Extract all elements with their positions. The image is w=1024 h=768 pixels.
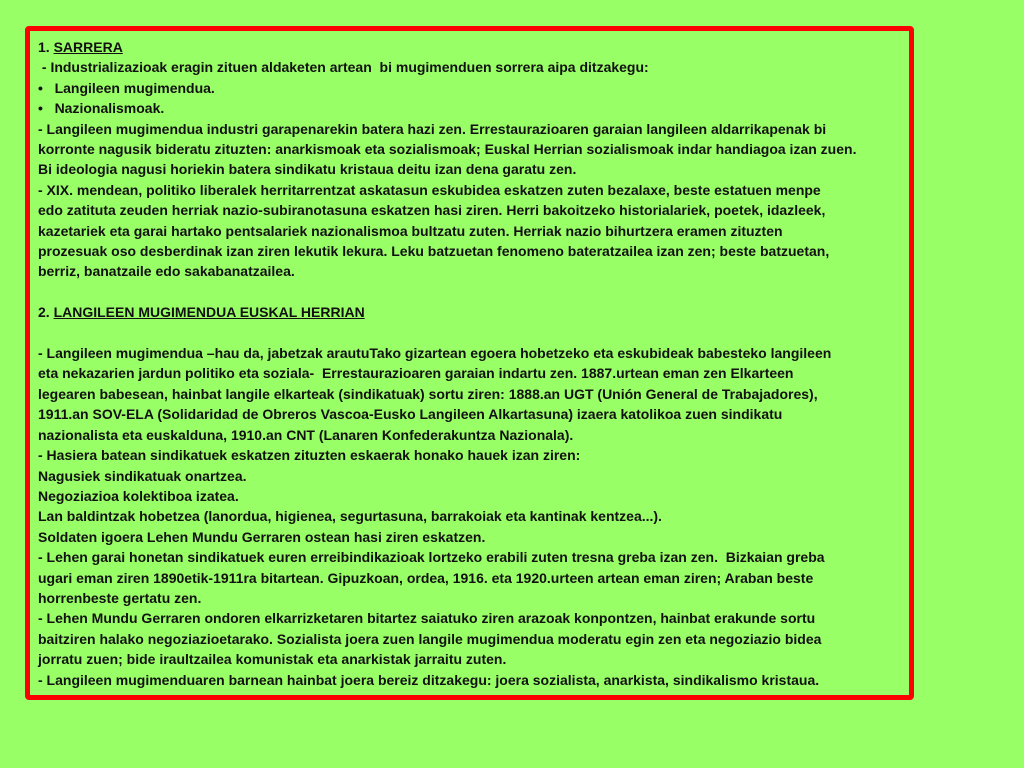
section2-heading (38, 302, 908, 322)
section2-number: 2. (38, 304, 54, 321)
paragraph-line: - Langileen mugimendua –hau da, jabetzak arautuTako gizartean egoera hobetzeko eta eskubideak babesteko langileen (38, 345, 832, 362)
paragraph-line: nazionalista eta euskalduna, 1910.an CNT (Lanaren Konfederakuntza Nazionala). (38, 426, 574, 443)
paragraph-line: jorratu zuen; bide iraultzailea komunistak eta anarkistak jarraitu zuten. (38, 651, 507, 668)
paragraph-line: berriz, banatzaile edo sakabanatzailea. (38, 263, 295, 280)
section1-title: SARRERA (53, 39, 123, 55)
section1-heading (38, 37, 908, 57)
paragraph-line: Soldaten igoera Lehen Mundu Gerraren ostean hasi ziren eskatzen. (38, 528, 486, 545)
paragraph-line: horrenbeste gertatu zen. (38, 589, 202, 606)
paragraph-line: 1911.an SOV-ELA (Solidaridad de Obreros Vascoa-Eusko Langileen Alkartasuna) izaera katolikoa zuen sindikatu (38, 406, 783, 423)
paragraph-line: ugari eman ziren 1890etik-1911ra bitartean. Gipuzkoan, ordea, 1916. eta 1920.urteen artean eman ziren; Araban beste (38, 569, 814, 586)
paragraph-line: - Langileen mugimenduaren barnean hainbat joera bereiz ditzakegu: joera sozialista, anarkista, sindikalismo kristaua. (38, 671, 820, 688)
section1-intro: - Industrializazioak eragin zituen aldaketen artean bi mugimenduen sorrera aipa ditzakegu: (38, 59, 649, 76)
spacer (38, 323, 908, 343)
bullet-item: • Nazionalismoak. (38, 100, 165, 117)
paragraph-line: edo zatituta zeuden herriak nazio-subiranotasuna eskatzen hasi ziren. Herri bakoitzeko historialariek, poetek, idazleek, (38, 202, 826, 219)
document-body (38, 37, 908, 690)
paragraph-line: legearen babesean, hainbat langile elkarteak (sindikatuak) sortu ziren: 1888.an UGT (Unión General de Trabajadores), (38, 385, 818, 402)
section2-title: LANGILEEN MUGIMENDUA EUSKAL HERRIAN (53, 304, 365, 321)
paragraph-line: - Hasiera batean sindikatuek eskatzen zituzten eskaerak honako hauek izan ziren: (38, 447, 581, 464)
paragraph-line: - Lehen Mundu Gerraren ondoren elkarrizketaren bitartez saiatuko ziren arazoak konpontzen, hainbat erakunde sortu (38, 610, 816, 627)
spacer (38, 282, 908, 302)
section1-number: 1. (38, 39, 54, 55)
paragraph-line: prozesuak oso desberdinak izan ziren lekutik lekura. Leku batzuetan fenomeno bateratzailea izan zen; beste batzuetan, (38, 243, 830, 260)
paragraph-line: - Lehen garai honetan sindikatuek euren erreibindikazioak lortzeko erabili zuten tresna greba izan zen. Bizkaian greba (38, 549, 825, 566)
paragraph-line: - Langileen mugimendua industri garapenarekin batera hazi zen. Errestaurazioaren garaian langileen aldarrikapenak bi (38, 120, 827, 137)
paragraph-line: Lan baldintzak hobetzea (lanordua, higienea, segurtasuna, barrakoiak eta kantinak kentzea...). (38, 508, 662, 525)
paragraph-line: kazetariek eta garai hartako pentsalariek nazionalismoa bultzatu zuten. Herriak nazio bihurtzera eramen zituzten (38, 222, 783, 239)
paragraph-line: korronte nagusik bideratu zituzten: anarkismoak eta sozialismoak; Euskal Herrian sozialismoak indar handiagoa izan zuen. (38, 141, 857, 158)
paragraph-line: Negoziazioa kolektiboa izatea. (38, 487, 239, 504)
paragraph-line: Nagusiek sindikatuak onartzea. (38, 467, 247, 484)
paragraph-line: Bi ideologia nagusi horiekin batera sindikatu kristaua deitu izan dena garatu zen. (38, 161, 577, 178)
paragraph-line: baitziren halako negoziazioetarako. Sozialista joera zuen langile mugimendua moderatu egin zen eta negoziazio bidea (38, 630, 822, 647)
paragraph-line: - XIX. mendean, politiko liberalek herritarrentzat askatasun eskubidea eskatzen zuten bezalaxe, beste estatuen menpe (38, 181, 821, 198)
paragraph-line: eta nekazarien jardun politiko eta soziala- Errestaurazioaren garaian indartu zen. 1887.urtean eman zen Elkarteen (38, 365, 794, 382)
bullet-item: • Langileen mugimendua. (38, 79, 215, 96)
